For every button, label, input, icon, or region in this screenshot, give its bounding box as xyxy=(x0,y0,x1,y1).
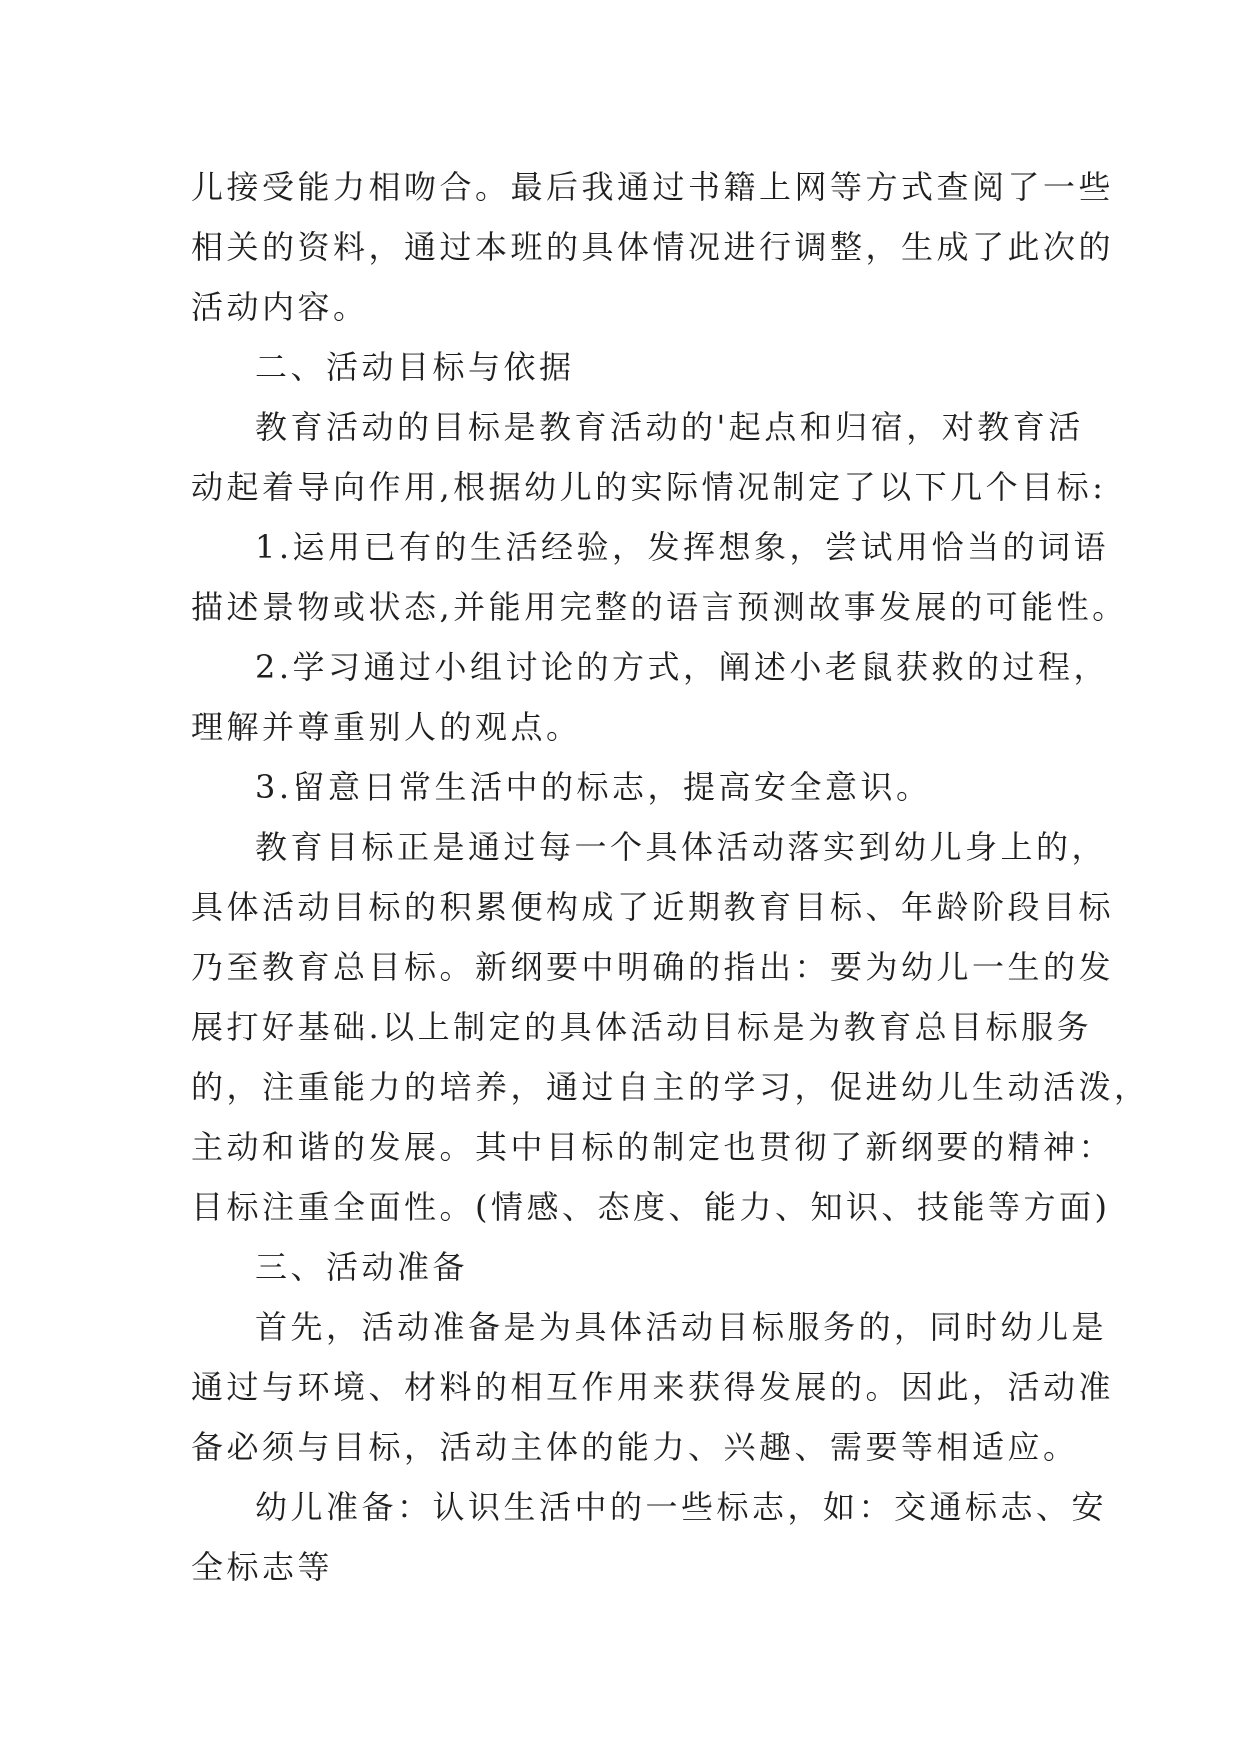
text-line: 3.留意日常生活中的标志，提高安全意识。 xyxy=(255,768,932,806)
section-heading-objectives xyxy=(191,337,1051,397)
document-body xyxy=(191,157,1150,1597)
text-line: 首先，活动准备是为具体活动目标服务的，同时幼儿是 xyxy=(255,1308,1108,1346)
paragraph-goal-1 xyxy=(191,517,1128,637)
text-line: 相关的资料，通过本班的具体情况进行调整，生成了此次的 xyxy=(191,228,1115,266)
text-line: 备必须与目标，活动主体的能力、兴趣、需要等相适应。 xyxy=(191,1428,1079,1466)
text-line: 动起着导向作用,根据幼儿的实际情况制定了以下几个目标: xyxy=(191,468,1107,506)
text-line: 2.学习通过小组讨论的方式，阐述小老鼠获救的过程， xyxy=(255,648,1110,686)
paragraph-child-preparation xyxy=(191,1477,1108,1597)
paragraph-continued xyxy=(191,157,1115,337)
text-line: 乃至教育总目标。新纲要中明确的指出：要为幼儿一生的发 xyxy=(191,948,1115,986)
text-line: 的，注重能力的培养，通过自主的学习，促进幼儿生动活泼， xyxy=(191,1068,1150,1106)
text-line: 幼儿准备：认识生活中的一些标志，如：交通标志、安 xyxy=(255,1488,1108,1526)
text-line: 教育目标正是通过每一个具体活动落实到幼儿身上的， xyxy=(255,828,1108,866)
text-line: 具体活动目标的积累便构成了近期教育目标、年龄阶段目标 xyxy=(191,888,1115,926)
text-line: 目标注重全面性。(情感、态度、能力、知识、技能等方面) xyxy=(191,1188,1111,1226)
section-heading-preparation xyxy=(191,1237,1051,1297)
text-line: 描述景物或状态,并能用完整的语言预测故事发展的可能性。 xyxy=(191,588,1128,626)
text-line: 通过与环境、材料的相互作用来获得发展的。因此，活动准 xyxy=(191,1368,1115,1406)
text-line: 全标志等 xyxy=(191,1548,334,1586)
text-line: 活动内容。 xyxy=(191,288,369,326)
text-line: 理解并尊重别人的观点。 xyxy=(191,708,582,746)
heading-text: 三、活动准备 xyxy=(255,1248,469,1286)
paragraph-goal-2 xyxy=(191,637,1110,757)
text-line: 教育活动的目标是教育活动的'起点和归宿，对教育活 xyxy=(255,408,1084,446)
paragraph-preparation-intro xyxy=(191,1297,1115,1477)
text-line: 儿接受能力相吻合。最后我通过书籍上网等方式查阅了一些 xyxy=(191,168,1115,206)
paragraph-goal-explanation xyxy=(191,817,1150,1237)
paragraph-goal-intro xyxy=(191,397,1107,517)
text-line: 主动和谐的发展。其中目标的制定也贯彻了新纲要的精神： xyxy=(191,1128,1115,1166)
paragraph-goal-3 xyxy=(191,757,1051,817)
text-line: 1.运用已有的生活经验，发挥想象，尝试用恰当的词语 xyxy=(255,528,1110,566)
text-line: 展打好基础.以上制定的具体活动目标是为教育总目标服务 xyxy=(191,1008,1093,1046)
heading-text: 二、活动目标与依据 xyxy=(255,348,575,386)
